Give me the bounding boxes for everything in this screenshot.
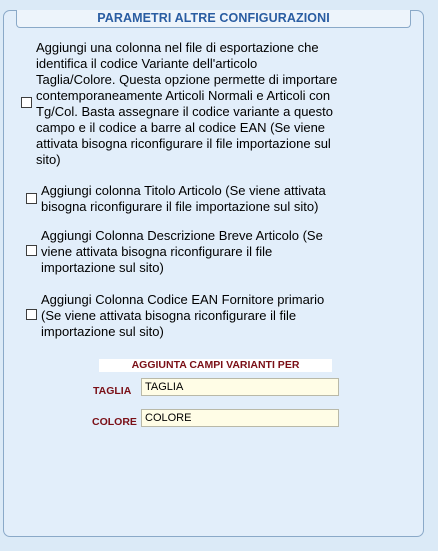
ean-code-label: Aggiungi Colonna Codice EAN Fornitore primario (Se viene attivata bisogna riconfigurare il file importazione sul sito) [41, 292, 325, 339]
taglia-label: TAGLIA [93, 385, 132, 397]
short-description-label: Aggiungi Colonna Descrizione Breve Articolo (Se viene attivata bisogna riconfigurare il file importazione sul sito) [41, 228, 323, 275]
variants-section-header: AGGIUNTA CAMPI VARIANTI PER [99, 359, 332, 372]
variant-code-checkbox[interactable] [21, 97, 32, 108]
colore-label: COLORE [92, 416, 137, 428]
short-description-checkbox[interactable] [26, 245, 37, 256]
article-title-checkbox[interactable] [26, 193, 37, 204]
colore-input[interactable] [141, 409, 339, 427]
taglia-input[interactable] [141, 378, 339, 396]
panel-title: PARAMETRI ALTRE CONFIGURAZIONI [16, 10, 411, 28]
ean-code-checkbox[interactable] [26, 309, 37, 320]
variant-code-label: Aggiungi una colonna nel file di esportazione che identifica il codice Variante dell'articolo Taglia/Colore. Questa opzione permette di importare contemporaneamente Articoli Normali e Articoli con Tg/Col. Basta assegnare il codice variante a questo campo e il codice a barre al codice EAN (Se viene attivata bisogna riconfigurare il file importazione sul sito) [36, 40, 338, 167]
article-title-label: Aggiungi colonna Titolo Articolo (Se viene attivata bisogna riconfigurare il file importazione sul sito) [41, 183, 326, 214]
